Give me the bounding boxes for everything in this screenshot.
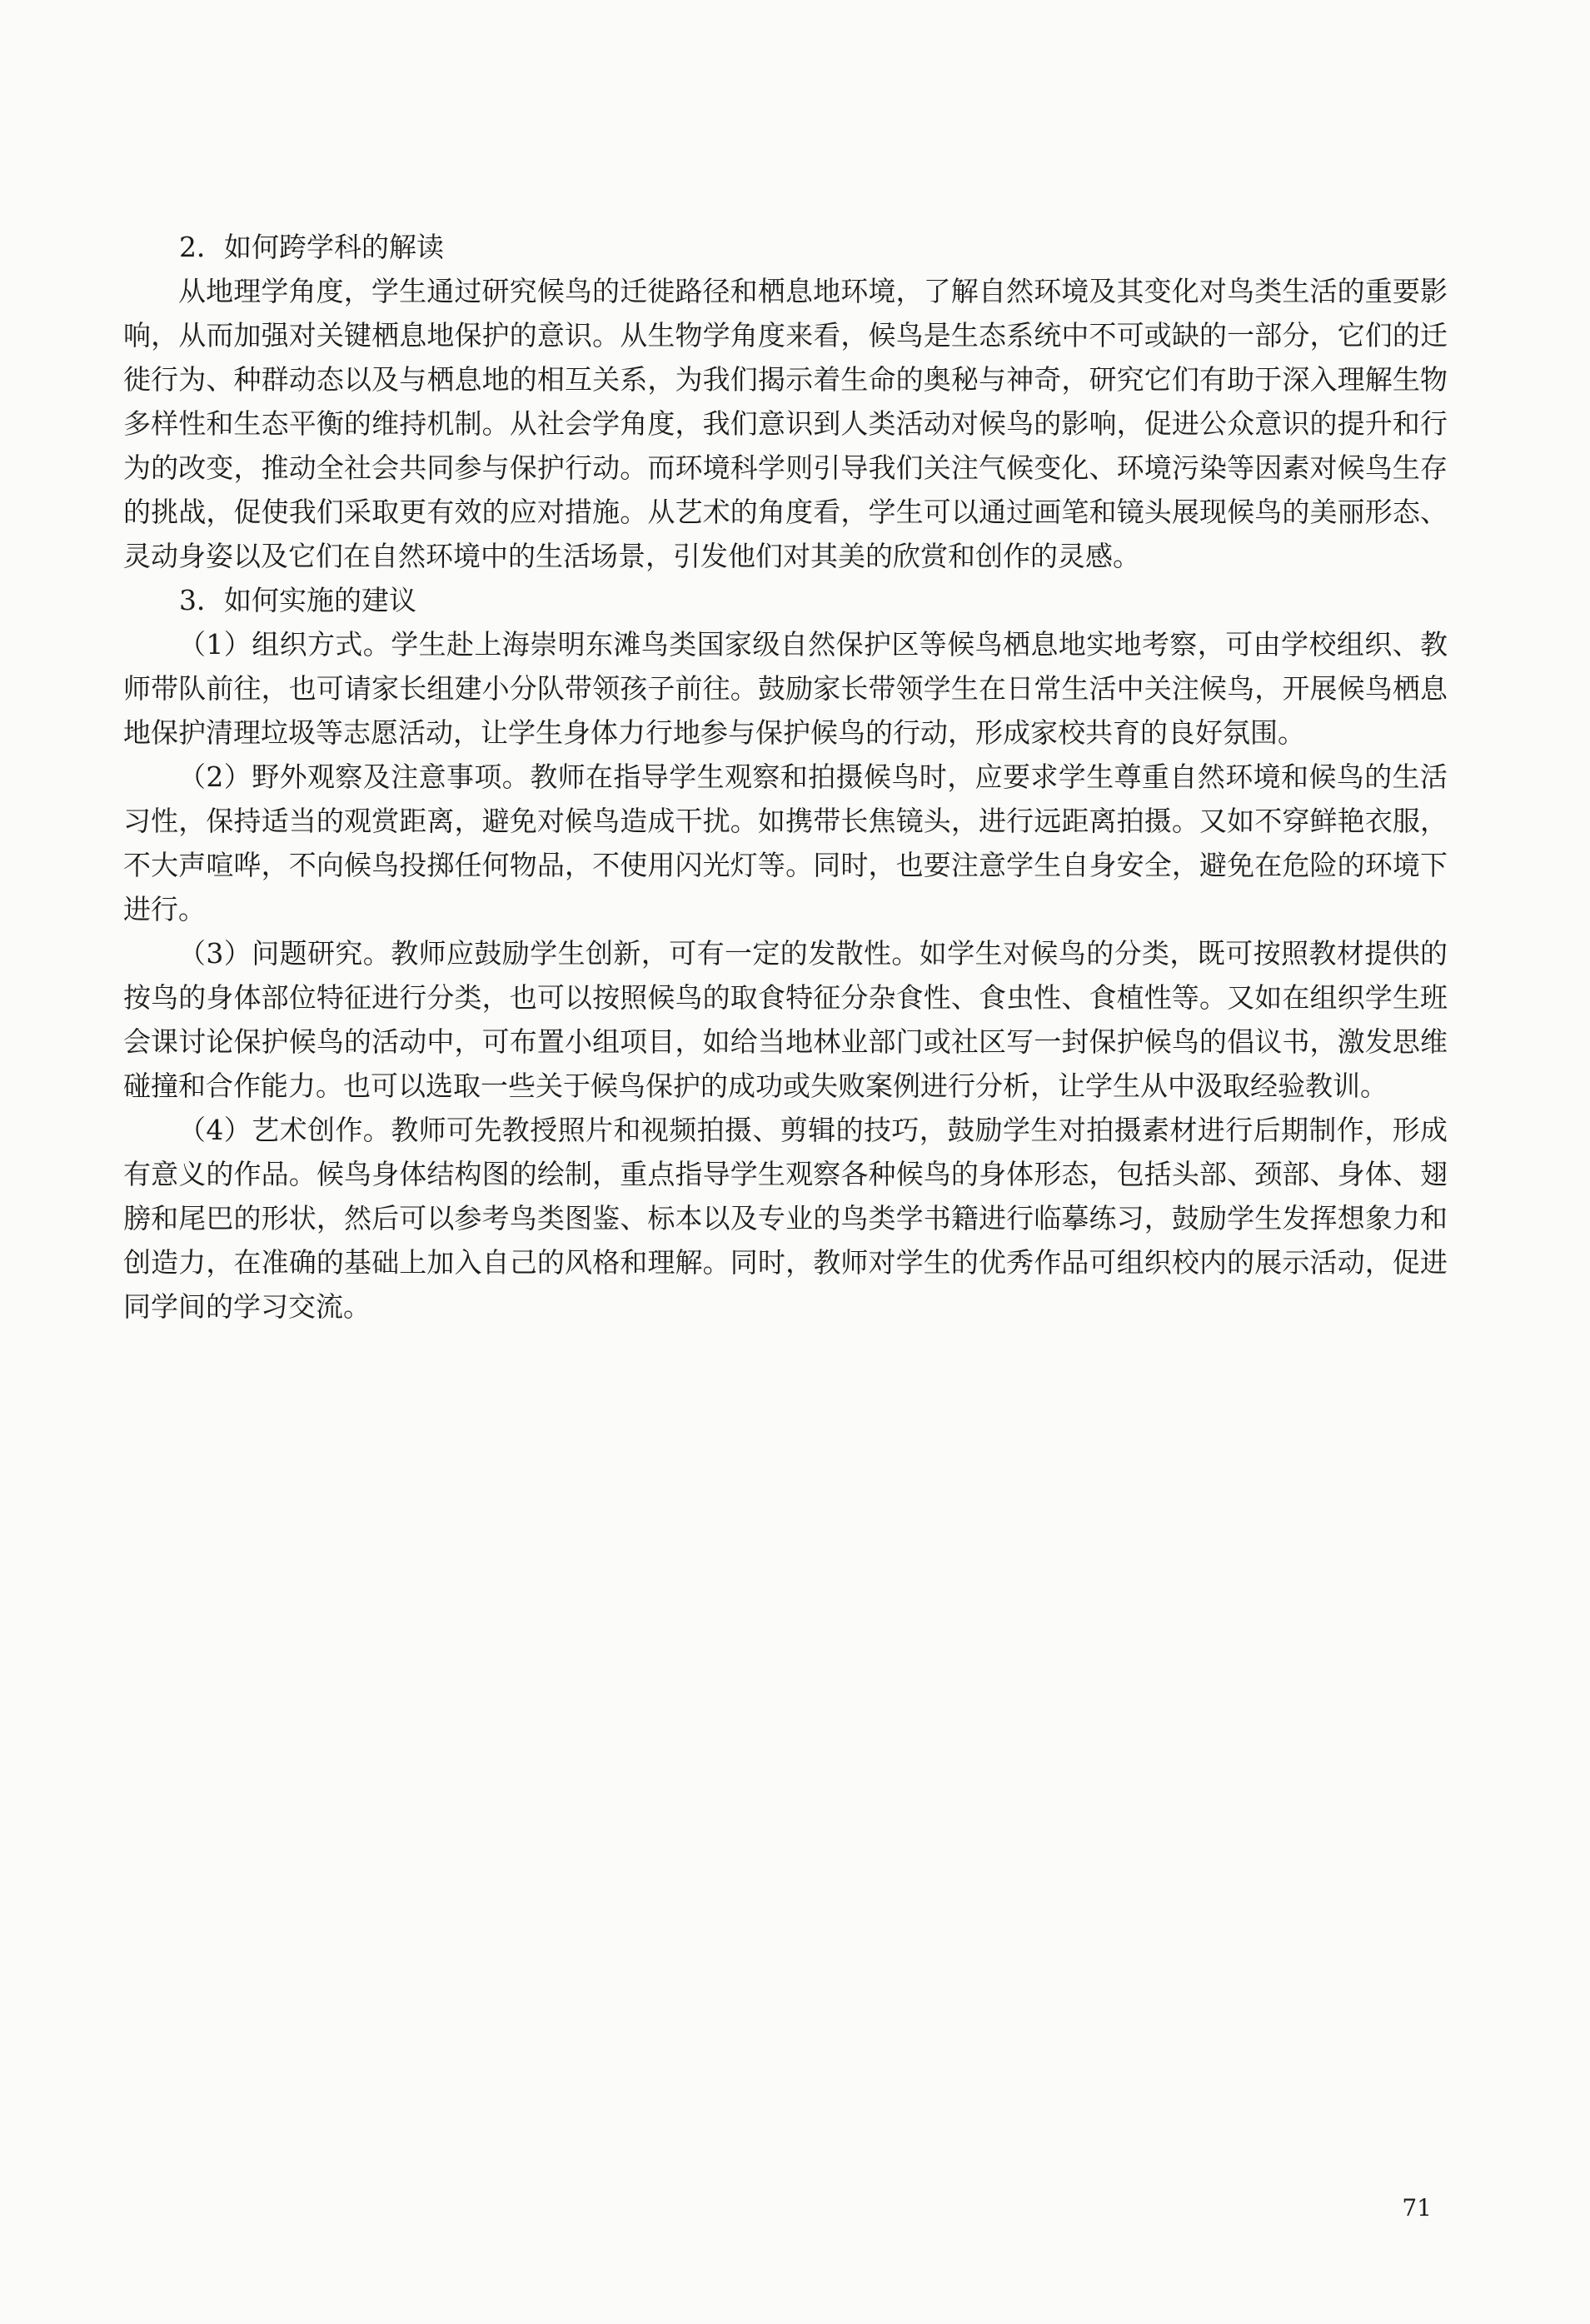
section-2-heading: 2．如何跨学科的解读 [179,231,444,263]
page-body [123,225,1448,1329]
section-2-paragraph: 从地理学角度，学生通过研究候鸟的迁徙路径和栖息地环境，了解自然环境及其变化对鸟类生活的重要影响，从而加强对关键栖息地保护的意识。从生物学角度来看，候鸟是生态系统中不可或缺的一部分，它们的迁徙行为、种群动态以及与栖息地的相互关系，为我们揭示着生命的奥秘与神奇，研究它们有助于深入理解生物多样性和生态平衡的维持机制。从社会学角度，我们意识到人类活动对候鸟的影响，促进公众意识的提升和行为的改变，推动全社会共同参与保护行动。而环境科学则引导我们关注气候变化、环境污染等因素对候鸟生存的挑战，促使我们采取更有效的应对措施。从艺术的角度看，学生可以通过画笔和镜头展现候鸟的美丽形态、灵动身姿以及它们在自然环境中的生活场景，引发他们对其美的欣赏和创作的灵感。 [123,275,1448,572]
suggestion-art-creation-paragraph: （4）艺术创作。教师可先教授照片和视频拍摄、剪辑的技巧，鼓励学生对拍摄素材进行后期制作，形成有意义的作品。候鸟身体结构图的绘制，重点指导学生观察各种候鸟的身体形态，包括头部、颈部、身体、翅膀和尾巴的形状，然后可以参考鸟类图鉴、标本以及专业的鸟类学书籍进行临摹练习，鼓励学生发挥想象力和创造力，在准确的基础上加入自己的风格和理解。同时，教师对学生的优秀作品可组织校内的展示活动，促进同学间的学习交流。 [123,1114,1448,1323]
section-3-heading: 3．如何实施的建议 [179,584,416,616]
suggestion-field-observation-paragraph: （2）野外观察及注意事项。教师在指导学生观察和拍摄候鸟时，应要求学生尊重自然环境和候鸟的生活习性，保持适当的观赏距离，避免对候鸟造成干扰。如携带长焦镜头，进行远距离拍摄。又如不穿鲜艳衣服，不大声喧哗，不向候鸟投掷任何物品，不使用闪光灯等。同时，也要注意学生自身安全，避免在危险的环境下进行。 [123,761,1448,925]
suggestion-problem-research-paragraph: （3）问题研究。教师应鼓励学生创新，可有一定的发散性。如学生对候鸟的分类，既可按照教材提供的按鸟的身体部位特征进行分类，也可以按照候鸟的取食特征分杂食性、食虫性、食植性等。又如在组织学生班会课讨论保护候鸟的活动中，可布置小组项目，如给当地林业部门或社区写一封保护候鸟的倡议书，激发思维碰撞和合作能力。也可以选取一些关于候鸟保护的成功或失败案例进行分析，让学生从中汲取经验教训。 [123,937,1448,1102]
page-number: 71 [1402,2194,1432,2222]
suggestion-organization-paragraph: （1）组织方式。学生赴上海崇明东滩鸟类国家级自然保护区等候鸟栖息地实地考察，可由学校组织、教师带队前往，也可请家长组建小分队带领孩子前往。鼓励家长带领学生在日常生活中关注候鸟，开展候鸟栖息地保护清理垃圾等志愿活动，让学生身体力行地参与保护候鸟的行动，形成家校共育的良好氛围。 [123,628,1448,749]
